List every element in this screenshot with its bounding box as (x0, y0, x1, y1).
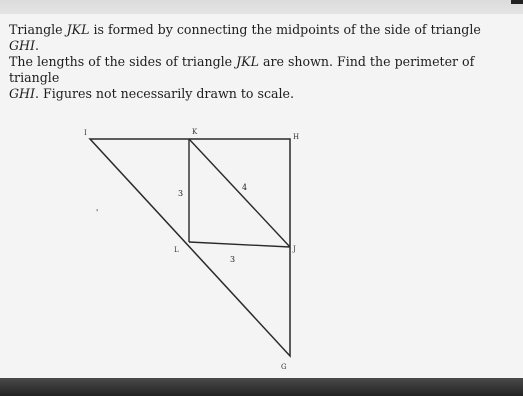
triangle-jkl-var-2: JKL (236, 54, 259, 69)
side-length-kj: 4 (242, 183, 248, 192)
vertex-label-j: J (293, 245, 296, 253)
segment-kj (189, 139, 290, 247)
vertex-label-i: I (84, 129, 87, 137)
vertex-label-k: K (192, 128, 198, 136)
vertex-label-l: L (174, 246, 179, 254)
side-length-lj: 3 (230, 255, 236, 264)
triangle-jkl-var: JKL (66, 22, 90, 37)
question-line2-pre: The lengths of the sides of triangle (9, 54, 237, 69)
bottom-dark-strip (0, 378, 523, 396)
question-line1-mid: is formed by connecting the midpoints of the side of triangle (89, 22, 481, 37)
stray-mark: ' (96, 208, 99, 217)
question-line3-end: . Figures not necessarily drawn to scale. (35, 86, 295, 101)
side-length-kl: 3 (178, 189, 184, 198)
question-line2-end: are shown. Find the perimeter of triangle (9, 54, 475, 85)
question-line1-end: . (35, 38, 40, 53)
triangle-ghi (90, 139, 290, 356)
vertex-label-g: G (281, 363, 287, 371)
triangle-ghi-var: GHI (9, 38, 36, 53)
segment-lj (189, 242, 290, 247)
question-line1-pre: Triangle (9, 22, 67, 37)
vertex-label-h: H (293, 133, 300, 141)
triangle-ghi-var-2: GHI (9, 86, 36, 101)
